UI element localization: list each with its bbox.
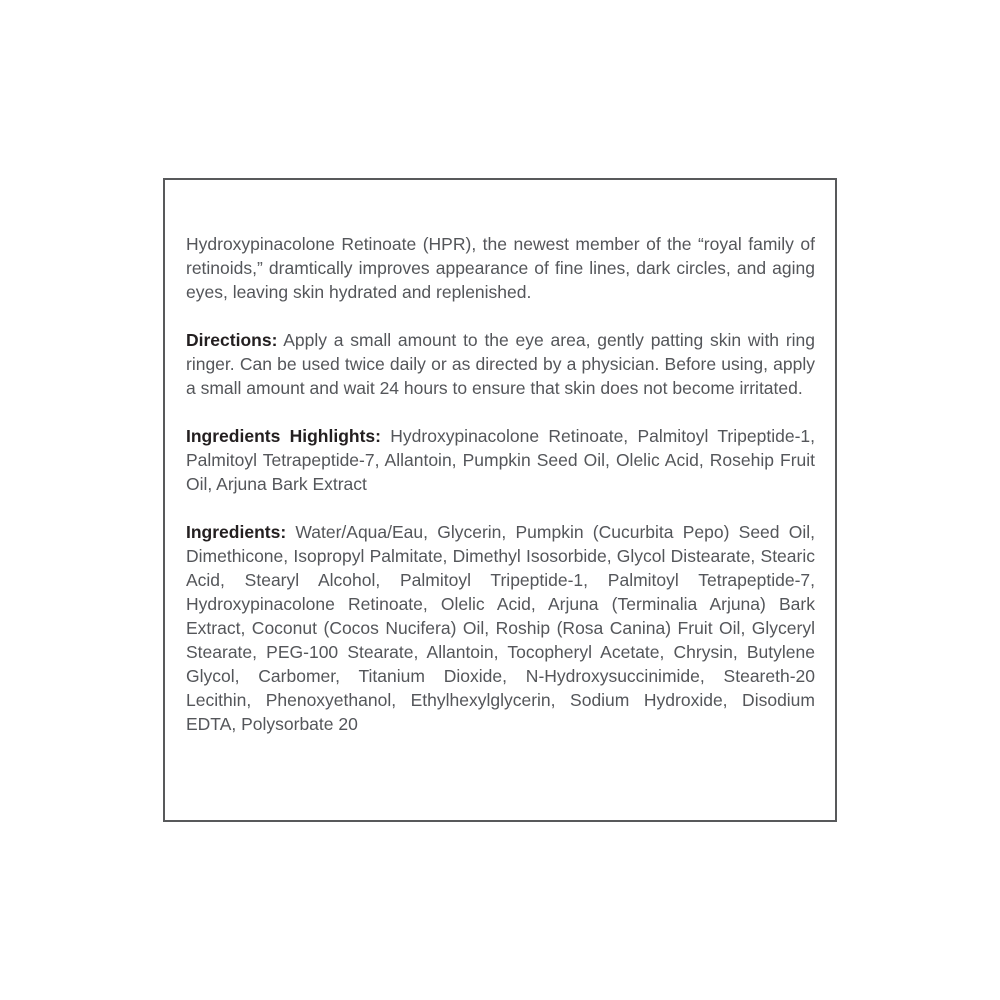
directions-paragraph <box>186 328 815 400</box>
directions-heading: Directions: <box>186 330 278 350</box>
ingredients-highlights-paragraph <box>186 424 815 496</box>
paragraph-body: Hydroxypinacolone Retinoate (HPR), the newest member of the “royal family of retinoids,” dramtically improves appearance of fine lines, dark circles, and aging eyes, leaving skin hydrated and replenished. <box>186 234 815 302</box>
directions-body: Apply a small amount to the eye area, gently patting skin with ring ringer. Can be used twice daily or as directed by a physician. Before using, apply a small amount and wait 24 hours to ensure that skin does not become irritated. <box>186 330 816 398</box>
ingredients-highlights-heading: Ingredients Highlights: <box>186 426 381 446</box>
product-description-paragraph <box>186 232 815 304</box>
ingredients-heading: Ingredients: <box>186 522 287 542</box>
ingredients-body: Water/Aqua/Eau, Glycerin, Pumpkin (Cucurbita Pepo) Seed Oil, Dimethicone, Isopropyl Palmitate, Dimethyl Isosorbide, Glycol Distearate, Stearic Acid, Stearyl Alcohol, Palmitoyl Tripeptide-1, Palmitoyl Tetrapeptide-7, Hydroxypinacolone Retinoate, Olelic Acid, Arjuna (Terminalia Arjuna) Bark Extract, Coconut (Cocos Nucifera) Oil, Roship (Rosa Canina) Fruit Oil, Glyceryl Stearate, PEG-100 Stearate, Allantoin, Tocopheryl Acetate, Chrysin, Butylene Glycol, Carbomer, Titanium Dioxide, N-Hydroxysuccinimide, Steareth-20 Lecithin, Phenoxyethanol, Ethylhexylglycerin, Sodium Hydroxide, Disodium EDTA, Polysorbate 20 <box>186 522 815 734</box>
ingredients-paragraph <box>186 520 815 736</box>
ingredients-highlights-body: Hydroxypinacolone Retinoate, Palmitoyl Tripeptide-1, Palmitoyl Tetrapeptide-7, Allantoin, Pumpkin Seed Oil, Olelic Acid, Rosehip Fruit Oil, Arjuna Bark Extract <box>186 426 815 494</box>
product-label-box <box>163 178 837 822</box>
